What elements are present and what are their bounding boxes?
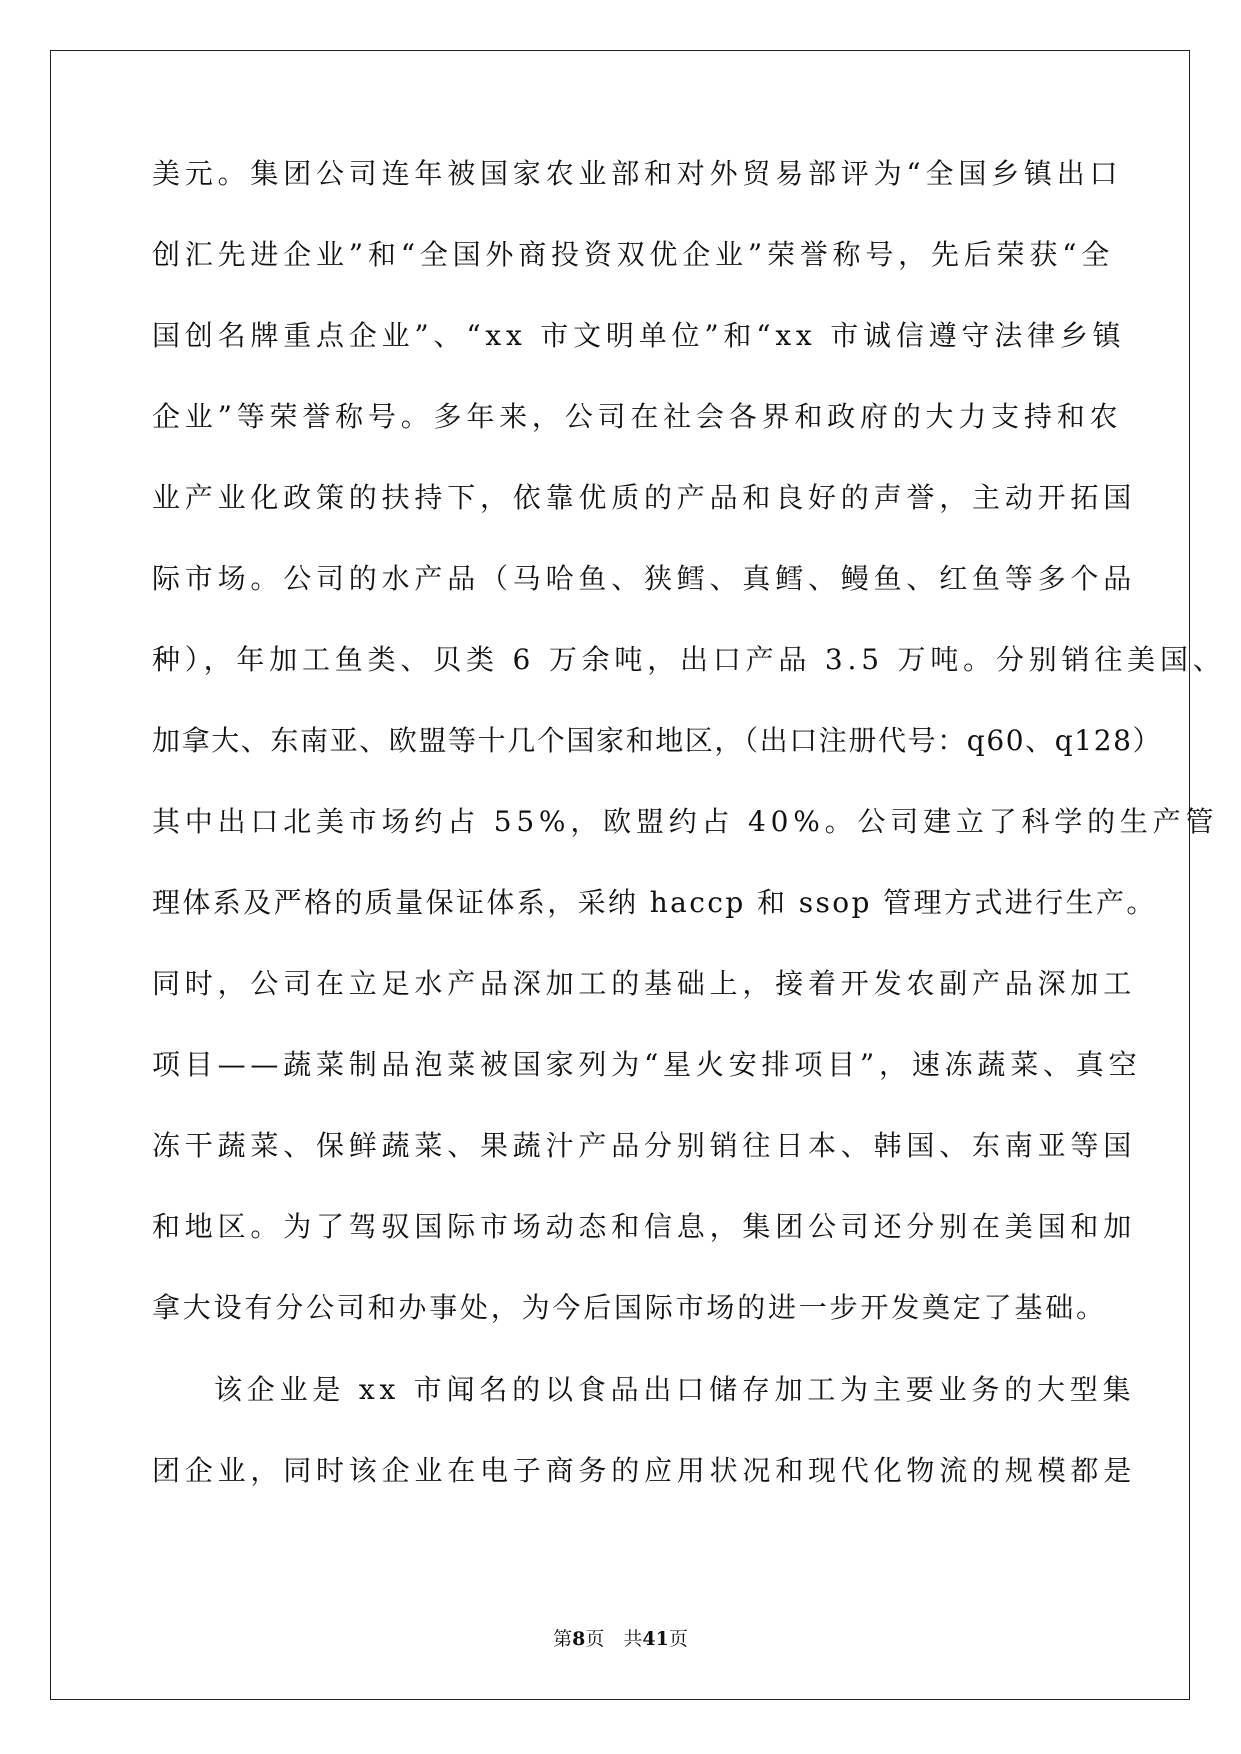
text-line: 际市场。公司的水产品（马哈鱼、狭鳕、真鳕、鳗鱼、红鱼等多个品 [152, 562, 1137, 595]
text-line: 和地区。为了驾驭国际市场动态和信息，集团公司还分别在美国和加 [152, 1210, 1137, 1243]
page-footer [0, 1628, 1241, 1650]
total-pages-number: 41 [642, 1628, 669, 1650]
text-line: 美元。集团公司连年被国家农业部和对外贸易部评为“全国乡镇出口 [152, 157, 1123, 190]
text-line: 冻干蔬菜、保鲜蔬菜、果蔬汁产品分别销往日本、韩国、东南亚等国 [152, 1129, 1137, 1162]
footer-prefix: 第 [553, 1628, 573, 1650]
current-page-number: 8 [572, 1628, 586, 1650]
text-line: 国创名牌重点企业”、“xx 市文明单位”和“xx 市诚信遵守法律乡镇 [152, 319, 1126, 352]
text-line: 加拿大、东南亚、欧盟等十几个国家和地区，（出口注册代号：q60、q128） [152, 724, 1163, 757]
text-line: 业产业化政策的扶持下，依靠优质的产品和良好的声誉，主动开拓国 [152, 481, 1137, 514]
text-line: 企业”等荣誉称号。多年来，公司在社会各界和政府的大力支持和农 [152, 400, 1123, 433]
text-line: 同时，公司在立足水产品深加工的基础上，接着开发农副产品深加工 [152, 967, 1137, 1000]
text-line: 项目——蔬菜制品泡菜被国家列为“星火安排项目”，速冻蔬菜、真空 [152, 1048, 1142, 1081]
text-line: 拿大设有分公司和办事处，为今后国际市场的进一步开发奠定了基础。 [152, 1291, 1107, 1324]
footer-mid: 页 共 [585, 1628, 643, 1650]
footer-suffix: 页 [668, 1628, 688, 1650]
body-text [152, 157, 1226, 1538]
text-line: 创汇先进企业”和“全国外商投资双优企业”荣誉称号，先后荣获“全 [152, 238, 1115, 271]
text-line: 其中出口北美市场约占 55%，欧盟约占 40%。公司建立了科学的生产管 [152, 805, 1219, 838]
text-line: 种），年加工鱼类、贝类 6 万余吨，出口产品 3.5 万吨。分别销往美国、 [152, 643, 1226, 676]
text-line: 团企业，同时该企业在电子商务的应用状况和现代化物流的规模都是 [152, 1454, 1137, 1487]
text-line: 理体系及严格的质量保证体系，采纳 haccp 和 ssop 管理方式进行生产。 [152, 886, 1157, 919]
paragraph-start-line: 该企业是 xx 市闻名的以食品出口储存加工为主要业务的大型集 [214, 1373, 1136, 1406]
